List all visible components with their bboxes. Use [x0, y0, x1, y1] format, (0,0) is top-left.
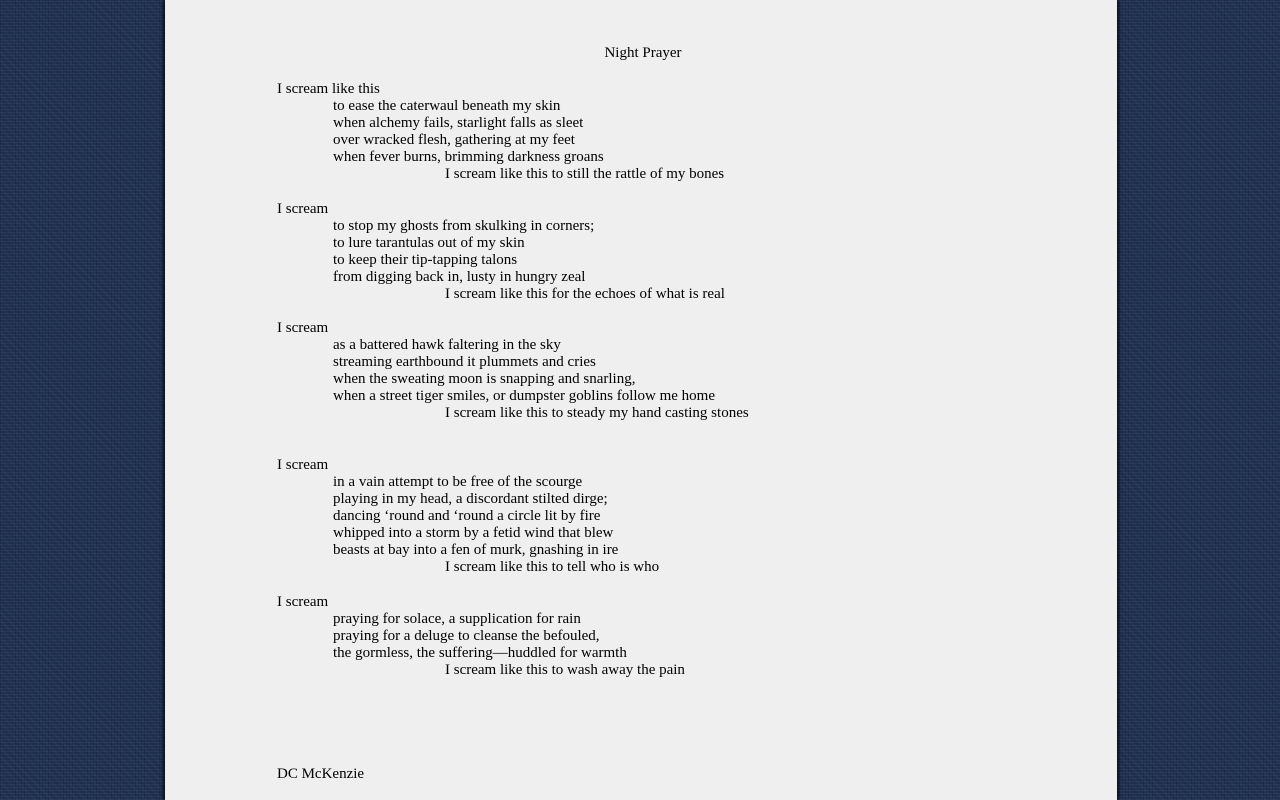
poem-line: playing in my head, a discordant stilted dirge;	[333, 491, 608, 507]
poem-line: over wracked flesh, gathering at my feet	[333, 132, 575, 148]
poem-line: the gormless, the suffering—huddled for warmth	[333, 645, 627, 661]
poem-line: dancing ‘round and ‘round a circle lit by fire	[333, 508, 601, 524]
poem-line: I scream	[277, 594, 329, 610]
poem-line: I scream	[277, 457, 329, 473]
poem-refrain: I scream like this to tell who is who	[445, 559, 660, 575]
poem-line: beasts at bay into a fen of murk, gnashing in ire	[333, 542, 619, 558]
poem-line: to ease the caterwaul beneath my skin	[333, 98, 561, 114]
poem-body	[277, 81, 749, 679]
poem-line: when the sweating moon is snapping and snarling,	[333, 371, 636, 387]
stanza-2	[277, 201, 749, 303]
stanza-5	[277, 594, 749, 679]
author-signature: DC McKenzie	[277, 766, 365, 782]
poem-line: when a street tiger smiles, or dumpster goblins follow me home	[333, 388, 716, 404]
poem-line: whipped into a storm by a fetid wind that blew	[333, 525, 614, 541]
poem-line: praying for solace, a supplication for rain	[333, 611, 581, 627]
document-page	[165, 0, 1117, 800]
stanza-4	[277, 457, 749, 576]
poem-line: in a vain attempt to be free of the scourge	[333, 474, 583, 490]
poem-line: to stop my ghosts from skulking in corners;	[333, 218, 595, 234]
poem-line: when fever burns, brimming darkness groans	[333, 149, 604, 165]
poem-line: streaming earthbound it plummets and cries	[333, 354, 596, 370]
poem-line: I scream like this	[277, 81, 380, 97]
poem-line: to lure tarantulas out of my skin	[333, 235, 525, 251]
poem-refrain: I scream like this to still the rattle of my bones	[445, 166, 725, 182]
poem-line: I scream	[277, 201, 329, 217]
poem-line: praying for a deluge to cleanse the befouled,	[333, 628, 600, 644]
poem-line: to keep their tip-tapping talons	[333, 252, 518, 268]
poem-refrain: I scream like this to wash away the pain	[445, 662, 685, 678]
poem-line: I scream	[277, 320, 329, 336]
poem-line: when alchemy fails, starlight falls as sleet	[333, 115, 584, 131]
poem-line: from digging back in, lusty in hungry zeal	[333, 269, 586, 285]
poem-refrain: I scream like this to steady my hand casting stones	[445, 405, 749, 421]
poem-refrain: I scream like this for the echoes of what is real	[445, 286, 725, 302]
stanza-1	[277, 81, 749, 183]
stanza-3	[277, 320, 749, 422]
poem-line: as a battered hawk faltering in the sky	[333, 337, 561, 353]
poem-title: Night Prayer	[604, 45, 682, 61]
